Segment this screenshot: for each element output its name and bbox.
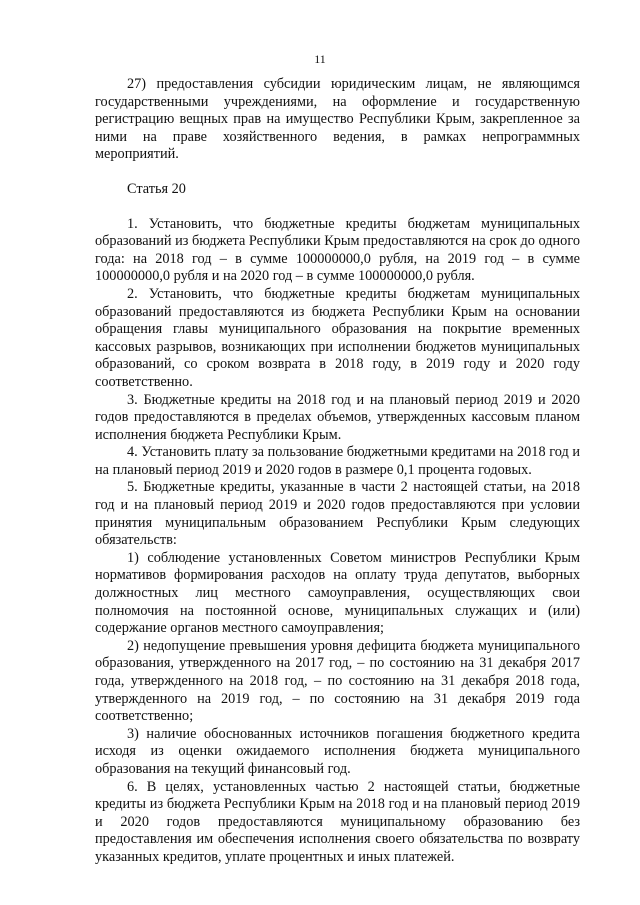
paragraph-6: 6. В целях, установленных частью 2 настоящей статьи, бюджетные кредиты из бюджета Республики Крым на 2018 год и на плановый период 2019 и 2020 годов предоставляются муниципальному образованию без предоставления им обеспечения исполнения своего обязательства по возврату указанных кредитов, уплате процентных и иных платежей. bbox=[95, 778, 580, 865]
obligation-2: 2) недопущение превышения уровня дефицита бюджета муниципального образования, утвержденного на 2017 год, – по состоянию на 31 декабря 2017 года, утвержденного на 2018 год, – по состоянию на 31 декабря 2018 года, утвержденного на 2019 год, – по состоянию на 31 декабря 2019 года соответственно; bbox=[95, 637, 580, 725]
paragraph-2: 2. Установить, что бюджетные кредиты бюджетам муниципальных образований предоставляются из бюджета Республики Крым на основании обращения главы муниципального образования на покрытие временных кассовых разрывов, возникающих при исполнении бюджетов муниципальных образований, со сроком возврата в 2018 году, в 2019 году и 2020 году соответственно. bbox=[95, 285, 580, 390]
document-body bbox=[95, 76, 580, 867]
obligation-1: 1) соблюдение установленных Советом министров Республики Крым нормативов формирования расходов на оплату труда депутатов, выборных должностных лиц местного самоуправления, осуществляющих свои полномочия на постоянной основе, муниципальных служащих и (или) содержание органов местного самоуправления; bbox=[95, 549, 580, 637]
article-title: Статья 20 bbox=[127, 180, 186, 197]
obligation-3: 3) наличие обоснованных источников погашения бюджетного кредита исходя из оценки ожидаемого исполнения бюджета муниципального образования на текущий финансовый год. bbox=[95, 725, 580, 777]
paragraph-1: 1. Установить, что бюджетные кредиты бюджетам муниципальных образований из бюджета Республики Крым предоставляются на срок до одного года: на 2018 год – в сумме 100000000,0 рубля, на 2019 год – в сумме 100000000,0 рубля и на 2020 год – в сумме 100000000,0 рубля. bbox=[95, 215, 580, 285]
paragraph-4: 4. Установить плату за пользование бюджетными кредитами на 2018 год и на плановый период 2019 и 2020 годов в размере 0,1 процента годовых. bbox=[95, 444, 580, 478]
list-item-27: 27) предоставления субсидии юридическим лицам, не являющимся государственными учреждениями, на оформление и государственную регистрацию вещных прав на имущество Республики Крым, закрепленное за ними на праве хозяйственного ведения, в рамках непрограммных мероприятий. bbox=[95, 76, 580, 163]
page-number: 11 bbox=[314, 52, 326, 66]
paragraph-3: 3. Бюджетные кредиты на 2018 год и на плановый период 2019 и 2020 годов предоставляются в пределах объемов, утвержденных кассовым планом исполнения бюджета Республики Крым. bbox=[95, 391, 580, 443]
paragraph-5: 5. Бюджетные кредиты, указанные в части 2 настоящей статьи, на 2018 год и на плановый период 2019 и 2020 годов предоставляются при условии принятия муниципальным образованием Республики Крым следующих обязательств: bbox=[95, 479, 580, 549]
